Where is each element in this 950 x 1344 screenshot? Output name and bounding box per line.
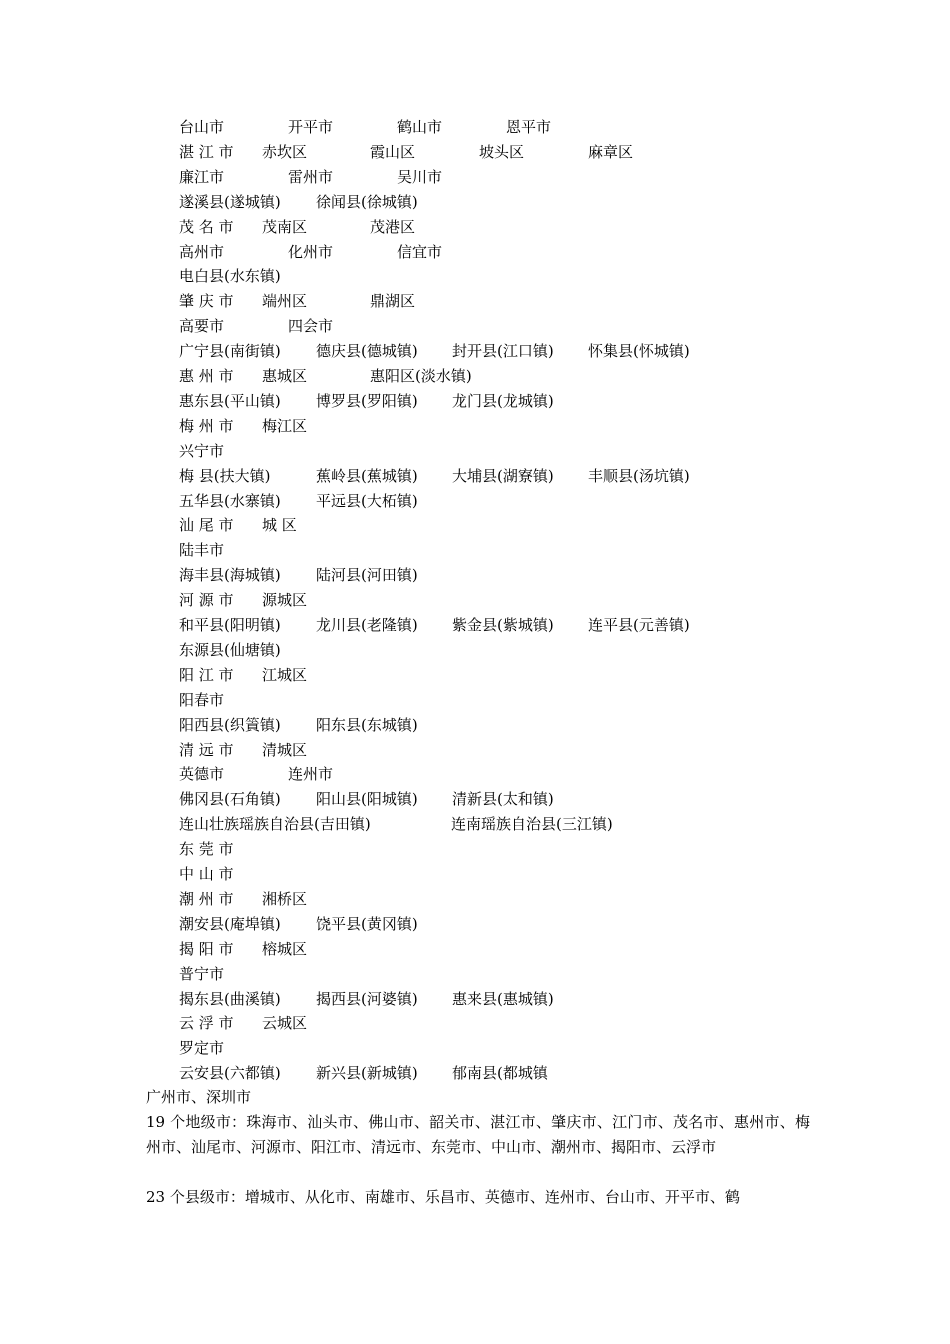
list-item: 龙川县(老隆镇) xyxy=(316,616,418,634)
list-item: 紫金县(紫城镇) xyxy=(452,616,554,634)
list-item-primary: 连山壮族瑶族自治县(吉田镇) xyxy=(179,815,371,834)
list-item: 端州区 xyxy=(262,292,308,311)
list-row xyxy=(0,364,950,389)
list-item: 鼎湖区 xyxy=(370,292,416,311)
list-row xyxy=(0,563,950,588)
list-row xyxy=(0,1036,950,1061)
list-row xyxy=(0,912,950,937)
list-item-primary: 惠 州 市 xyxy=(179,367,234,385)
list-row xyxy=(0,1061,950,1086)
list-item: 化州市 xyxy=(288,242,334,261)
list-item-primary: 佛冈县(石角镇) xyxy=(179,790,281,809)
list-item: 连南瑶族自治县(三江镇) xyxy=(451,815,613,834)
list-item-primary: 揭 阳 市 xyxy=(179,939,234,958)
list-item: 四会市 xyxy=(288,317,334,336)
list-item-primary: 和平县(阳明镇) xyxy=(179,616,281,634)
list-item: 江城区 xyxy=(262,665,308,684)
list-item: 恩平市 xyxy=(506,118,552,136)
list-row xyxy=(0,937,950,962)
list-item: 阳山县(阳城镇) xyxy=(316,790,418,809)
list-item: 德庆县(德城镇) xyxy=(316,342,418,361)
list-row xyxy=(0,314,950,339)
list-item-primary: 廉江市 xyxy=(179,167,225,186)
list-item: 丰顺县(汤坑镇) xyxy=(588,466,690,485)
list-item-primary: 高要市 xyxy=(179,317,225,336)
list-item-primary: 广宁县(南街镇) xyxy=(179,342,281,361)
list-row xyxy=(0,538,950,563)
list-row xyxy=(0,513,950,538)
list-item: 惠城区 xyxy=(262,367,308,385)
list-item: 吴川市 xyxy=(397,167,443,186)
list-item-primary: 五华县(水寨镇) xyxy=(179,491,281,510)
list-item: 龙门县(龙城镇) xyxy=(452,391,554,410)
list-row xyxy=(0,787,950,812)
list-row xyxy=(0,339,950,364)
list-item-primary: 电白县(水东镇) xyxy=(179,267,281,286)
list-item: 陆河县(河田镇) xyxy=(316,566,418,585)
list-item: 蕉岭县(蕉城镇) xyxy=(316,466,418,485)
list-item: 茂南区 xyxy=(262,217,308,236)
list-item: 城 区 xyxy=(262,516,297,535)
list-item: 茂港区 xyxy=(370,217,416,236)
list-item-primary: 云安县(六都镇) xyxy=(179,1064,281,1083)
list-item: 坡头区 xyxy=(479,142,525,161)
footer-paragraph-county: 23 个县级市：增城市、从化市、南雄市、乐昌市、英德市、连州市、台山市、开平市、鹤 xyxy=(146,1188,740,1206)
list-item: 大埔县(湖寮镇) xyxy=(452,466,554,485)
list-row xyxy=(0,638,950,663)
list-item: 连平县(元善镇) xyxy=(588,616,690,634)
list-item-primary: 潮 州 市 xyxy=(179,889,234,908)
list-item: 麻章区 xyxy=(588,142,634,161)
list-item-primary: 海丰县(海城镇) xyxy=(179,566,281,585)
list-item-primary: 云 浮 市 xyxy=(179,1014,234,1033)
list-row xyxy=(0,414,950,439)
list-row xyxy=(0,713,950,738)
list-row xyxy=(0,240,950,265)
list-row xyxy=(0,115,950,140)
list-row xyxy=(0,887,950,912)
list-item-primary: 罗定市 xyxy=(179,1039,225,1058)
list-row xyxy=(0,489,950,514)
list-item-primary: 中 山 市 xyxy=(179,865,234,883)
footer-paragraph-prefecture: 19 个地级市：珠海市、汕头市、佛山市、韶关市、湛江市、肇庆市、江门市、茂名市、惠州市、梅州市、汕尾市、河源市、阳江市、清远市、东莞市、中山市、潮州市、揭阳市、云浮市 xyxy=(146,1113,810,1156)
list-item-primary: 阳春市 xyxy=(179,690,225,709)
list-item: 清新县(太和镇) xyxy=(452,790,554,809)
list-row xyxy=(0,1011,950,1036)
list-item: 饶平县(黄冈镇) xyxy=(316,914,418,933)
list-item-primary: 惠东县(平山镇) xyxy=(179,391,281,410)
list-item: 平远县(大柘镇) xyxy=(316,491,418,510)
list-item-primary: 清 远 市 xyxy=(179,740,234,759)
list-item: 雷州市 xyxy=(288,167,334,186)
list-item: 信宜市 xyxy=(397,242,443,261)
list-item: 开平市 xyxy=(288,118,334,136)
list-row xyxy=(0,389,950,414)
list-item-primary: 梅 州 市 xyxy=(179,416,234,435)
list-item: 鹤山市 xyxy=(397,118,443,136)
list-item: 惠来县(惠城镇) xyxy=(452,989,554,1008)
list-item: 梅江区 xyxy=(262,416,308,435)
list-row xyxy=(0,613,950,638)
list-row xyxy=(0,215,950,240)
footer-line-cities: 广州市、深圳市 xyxy=(146,1088,252,1106)
list-row xyxy=(0,812,950,837)
list-row xyxy=(0,837,950,862)
list-item: 惠阳区(淡水镇) xyxy=(370,367,472,385)
list-item-primary: 陆丰市 xyxy=(179,541,225,560)
list-item-primary: 肇 庆 市 xyxy=(179,292,234,311)
list-item: 怀集县(怀城镇) xyxy=(588,342,690,361)
list-item-primary: 普宁市 xyxy=(179,964,225,983)
list-row xyxy=(0,464,950,489)
list-row xyxy=(0,663,950,688)
list-row xyxy=(0,439,950,464)
list-item: 封开县(江口镇) xyxy=(452,342,554,361)
list-item: 连州市 xyxy=(288,765,334,784)
list-row xyxy=(0,762,950,787)
list-item-primary: 潮安县(庵埠镇) xyxy=(179,914,281,933)
list-item: 云城区 xyxy=(262,1014,308,1033)
list-item: 霞山区 xyxy=(370,142,416,161)
list-item: 榕城区 xyxy=(262,939,308,958)
list-item: 徐闻县(徐城镇) xyxy=(316,192,418,211)
list-item-primary: 阳西县(织篢镇) xyxy=(179,715,281,734)
list-item-primary: 高州市 xyxy=(179,242,225,261)
list-item: 清城区 xyxy=(262,740,308,759)
list-item-primary: 河 源 市 xyxy=(179,591,234,610)
list-row xyxy=(0,738,950,763)
list-row xyxy=(0,264,950,289)
list-item: 阳东县(东城镇) xyxy=(316,715,418,734)
list-row xyxy=(0,190,950,215)
list-row xyxy=(0,962,950,987)
list-row xyxy=(0,987,950,1012)
list-item-primary: 台山市 xyxy=(179,118,225,136)
list-item-primary: 英德市 xyxy=(179,765,225,784)
list-item-primary: 湛 江 市 xyxy=(179,142,234,161)
list-item: 揭西县(河婆镇) xyxy=(316,989,418,1008)
list-row xyxy=(0,862,950,887)
list-item-primary: 茂 名 市 xyxy=(179,217,234,236)
list-item-primary: 遂溪县(遂城镇) xyxy=(179,192,281,211)
list-item-primary: 梅 县(扶大镇) xyxy=(179,466,271,485)
list-row xyxy=(0,588,950,613)
list-row xyxy=(0,165,950,190)
list-item-primary: 揭东县(曲溪镇) xyxy=(179,989,281,1008)
list-row xyxy=(0,289,950,314)
list-item: 湘桥区 xyxy=(262,889,308,908)
list-item: 郁南县(都城镇 xyxy=(452,1064,548,1083)
list-item-primary: 东源县(仙塘镇) xyxy=(179,640,281,659)
list-row xyxy=(0,688,950,713)
list-item: 博罗县(罗阳镇) xyxy=(316,391,418,410)
list-item: 源城区 xyxy=(262,591,308,610)
list-item: 新兴县(新城镇) xyxy=(316,1064,418,1083)
list-item-primary: 阳 江 市 xyxy=(179,665,234,684)
list-item-primary: 兴宁市 xyxy=(179,441,225,460)
list-item-primary: 东 莞 市 xyxy=(179,840,234,859)
list-row xyxy=(0,140,950,165)
list-item-primary: 汕 尾 市 xyxy=(179,516,234,535)
list-item: 赤坎区 xyxy=(262,142,308,161)
